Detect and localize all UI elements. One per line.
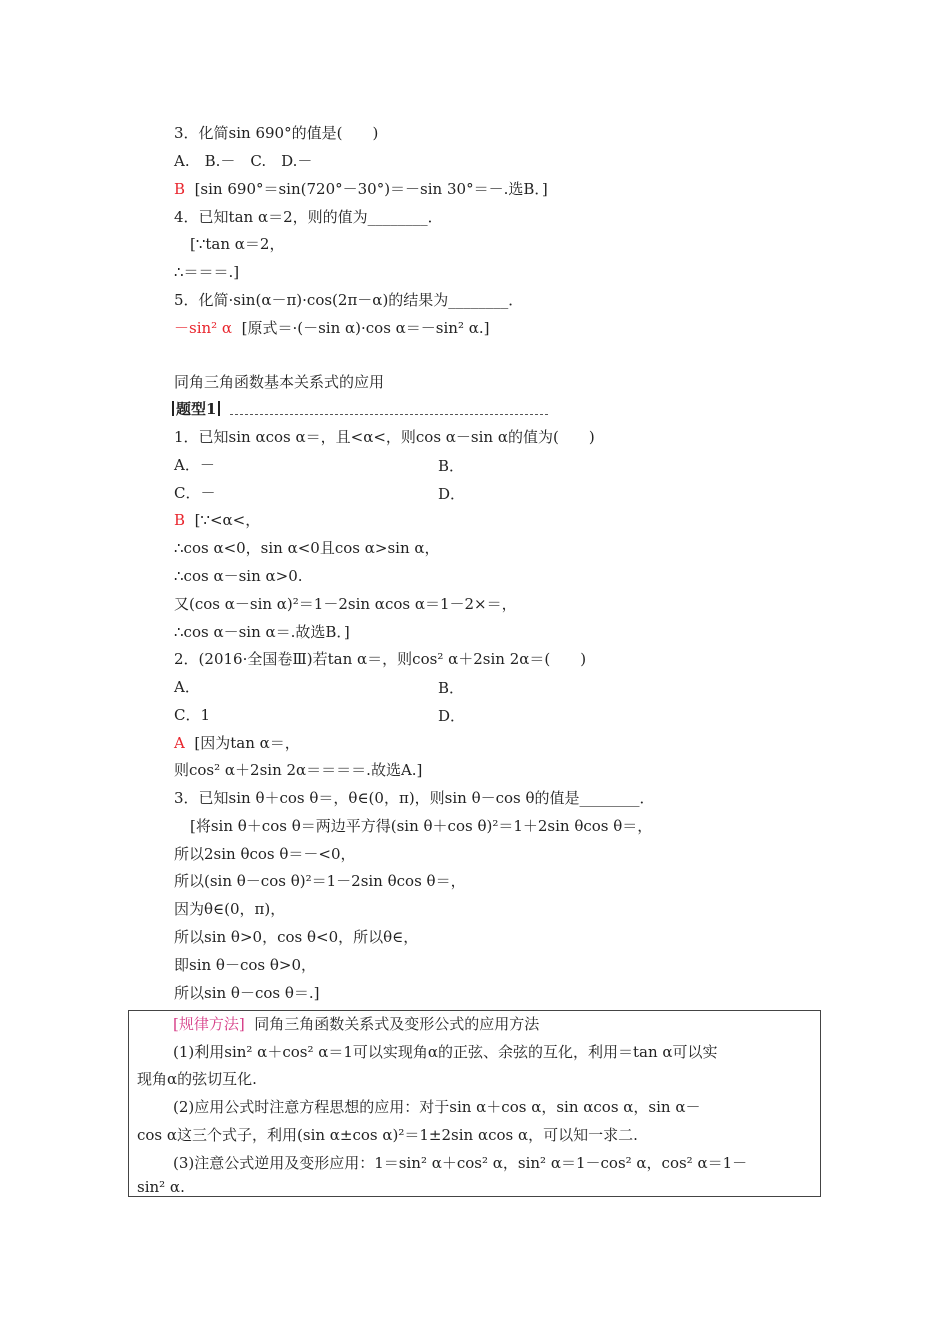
method-box bbox=[128, 1010, 821, 1197]
p1-option-a: A．－ bbox=[174, 456, 215, 474]
method-line-4: cos α这三个式子，利用(sin α±cos α)²＝1±2sin αcos α，可以知一求二. bbox=[137, 1126, 638, 1144]
p3-text: 3．已知sin θ＋cos θ＝，θ∈(0，π)，则sin θ－cos θ的值是________． bbox=[174, 789, 655, 807]
p1-solution-4: 又(cos α－sin α)²＝1－2sin αcos α＝1－2×＝， bbox=[174, 595, 517, 613]
q3-options: A. B.－ C. D.－ bbox=[174, 152, 313, 170]
p1-solution-1: [∵<α<， bbox=[194, 511, 261, 529]
method-line-5: (3)注意公式逆用及变形应用：1＝sin² α＋cos² α，sin² α＝1－cos² α，cos² α＝1－ bbox=[173, 1154, 748, 1172]
q4-solution-2: ∴＝＝＝.] bbox=[174, 263, 240, 281]
p3-solution-6: 即sin θ－cos θ>0， bbox=[174, 956, 316, 974]
q3-solution: [sin 690°＝sin(720°－30°)＝－sin 30°＝－.选B．] bbox=[194, 180, 548, 198]
method-title-text: 同角三角函数关系式及变形公式的应用方法 bbox=[254, 1015, 540, 1033]
p1-option-b: B． bbox=[438, 457, 465, 475]
p1-answer bbox=[174, 510, 260, 530]
p3-solution-5: 所以sin θ>0，cos θ<0，所以θ∈， bbox=[174, 928, 419, 946]
p2-option-c: C．1 bbox=[174, 706, 211, 724]
p1-solution-3: ∴cos α－sin α>0. bbox=[174, 567, 303, 585]
dashed-divider bbox=[230, 414, 548, 415]
tag-right-bar bbox=[218, 401, 220, 416]
p2-answer-letter: A bbox=[174, 734, 185, 752]
p3-solution-1: [将sin θ＋cos θ＝两边平方得(sin θ＋cos θ)²＝1＋2sin θcos θ＝， bbox=[190, 817, 653, 835]
p1-text: 1．已知sin αcos α＝，且<α<，则cos α－sin α的值为( ) bbox=[174, 428, 595, 446]
p1-solution-5: ∴cos α－sin α＝.故选B．] bbox=[174, 623, 350, 641]
p1-answer-letter: B bbox=[174, 511, 186, 529]
p1-option-d: D． bbox=[438, 485, 466, 503]
q5-answer bbox=[174, 318, 490, 338]
q4-solution-1: [∵tan α＝2， bbox=[190, 235, 285, 253]
q4-text: 4．已知tan α＝2，则的值为________． bbox=[174, 208, 443, 226]
q3-text: 3．化简sin 690°的值是( ) bbox=[174, 124, 379, 142]
q3-answer bbox=[174, 179, 548, 199]
method-line-6: sin² α. bbox=[137, 1178, 185, 1196]
method-line-1: (1)利用sin² α＋cos² α＝1可以实现角α的正弦、余弦的互化，利用＝tan α可以实 bbox=[173, 1043, 718, 1061]
p2-option-a: A． bbox=[174, 678, 200, 696]
p2-solution-2: 则cos² α＋2sin 2α＝＝＝＝.故选A.] bbox=[174, 761, 423, 779]
type-tag bbox=[170, 398, 222, 419]
p2-answer bbox=[174, 733, 300, 753]
tag-left-bar bbox=[172, 401, 174, 416]
q5-solution: [原式＝·(－sin α)·cos α＝－sin² α.] bbox=[241, 319, 490, 337]
p3-solution-7: 所以sin θ－cos θ＝.] bbox=[174, 984, 320, 1002]
q3-answer-letter: B bbox=[174, 180, 186, 198]
p2-solution-1: [因为tan α＝， bbox=[194, 734, 300, 752]
p2-option-b: B． bbox=[438, 679, 465, 697]
p3-solution-2: 所以2sin θcos θ＝－<0， bbox=[174, 845, 356, 863]
method-title: [规律方法] bbox=[173, 1015, 245, 1033]
type-tag-label: 题型1 bbox=[176, 400, 217, 418]
method-title-row bbox=[173, 1014, 539, 1034]
section-title: 同角三角函数基本关系式的应用 bbox=[174, 373, 385, 391]
p2-text: 2．(2016·全国卷Ⅲ)若tan α＝，则cos² α＋2sin 2α＝( ) bbox=[174, 650, 587, 668]
p1-option-c: C．－ bbox=[174, 484, 216, 502]
p3-solution-3: 所以(sin θ－cos θ)²＝1－2sin θcos θ＝， bbox=[174, 872, 466, 890]
method-line-2: 现角α的弦切互化. bbox=[137, 1070, 257, 1088]
q5-text: 5．化简·sin(α－π)·cos(2π－α)的结果为________． bbox=[174, 291, 524, 309]
p3-solution-4: 因为θ∈(0，π)， bbox=[174, 900, 286, 918]
q5-answer-value: －sin² α bbox=[174, 319, 233, 337]
p2-option-d: D． bbox=[438, 707, 466, 725]
p1-solution-2: ∴cos α<0，sin α<0且cos α>sin α， bbox=[174, 539, 440, 557]
method-line-3: (2)应用公式时注意方程思想的应用：对于sin α＋cos α，sin αcos α，sin α－ bbox=[173, 1098, 701, 1116]
